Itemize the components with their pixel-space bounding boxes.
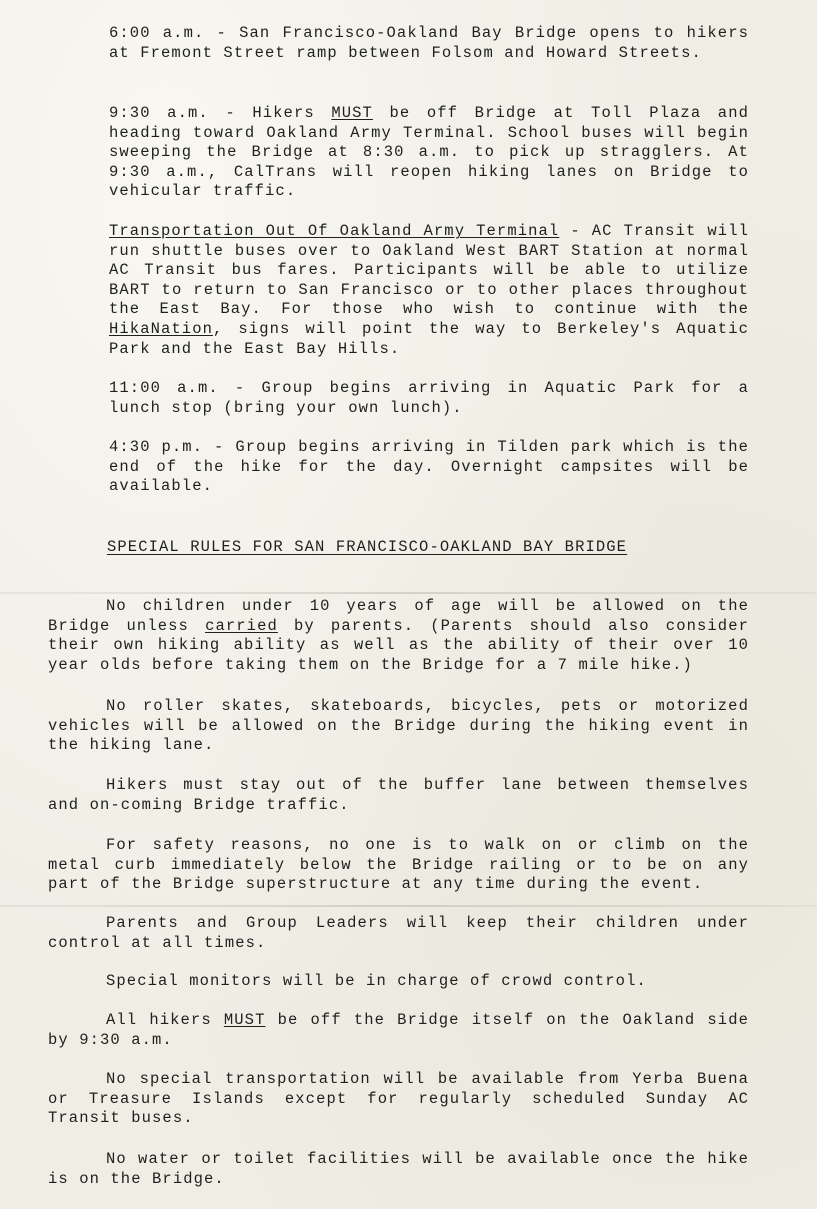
emphasis-underlined: HikaNation <box>109 319 214 338</box>
paper-fold-line <box>0 592 817 594</box>
rule-item: No roller skates, skateboards, bicycles, pets or motorized vehicles will be allowed on the Bridge during the hiking event in the hiking lane. <box>48 697 749 755</box>
rules-heading: SPECIAL RULES FOR SAN FRANCISCO-OAKLAND BAY BRIDGE <box>107 538 628 556</box>
section-title-underlined: Transportation Out Of Oakland Army Terminal <box>109 222 560 240</box>
rule-item: No children under 10 years of age will be allowed on the Bridge unless carried by parents. (Parents should also consider their own hiking ability as well as the ability of their over 10 year olds before taking them on the Bridge for a 7 mile hike.) <box>48 597 750 674</box>
schedule-time: 4:30 p.m. - <box>109 438 225 456</box>
schedule-time: 6:00 a.m. - <box>109 24 227 42</box>
schedule-entry: 11:00 a.m. - Group begins arriving in Aquatic Park for a lunch stop (bring your own lunch). <box>109 379 749 417</box>
schedule-entry: Transportation Out Of Oakland Army Terminal - AC Transit will run shuttle buses over to Oakland West BART Station at normal AC Transit bus fares. Participants will be able to utilize BART to return to San Francisco or to other places throughout the East Bay. For those who wish to continue with the HikaNation, signs will point the way to Berkeley's Aquatic Park and the East Bay Hills. <box>109 222 750 358</box>
emphasis-underlined: carried <box>205 616 278 635</box>
rule-item: Parents and Group Leaders will keep their children under control at all times. <box>48 914 749 952</box>
rule-item: Hikers must stay out of the buffer lane between themselves and on-coming Bridge traffic. <box>48 776 749 814</box>
rule-item: No water or toilet facilities will be available once the hike is on the Bridge. <box>48 1150 749 1188</box>
rule-item: No special transportation will be available from Yerba Buena or Treasure Islands except for regularly scheduled Sunday AC Transit buses. <box>48 1070 749 1128</box>
rule-item: For safety reasons, no one is to walk on or climb on the metal curb immediately below the Bridge railing or to be on any part of the Bridge superstructure at any time during the event. <box>48 836 749 894</box>
emphasis-underlined: MUST <box>223 1011 266 1029</box>
rule-item: Special monitors will be in charge of crowd control. <box>106 972 647 990</box>
schedule-time: 9:30 a.m. - <box>109 104 236 122</box>
schedule-entry: 4:30 p.m. - Group begins arriving in Tilden park which is the end of the hike for the day. Overnight campsites will be available. <box>109 438 749 496</box>
schedule-time: 11:00 a.m. - <box>109 379 246 397</box>
schedule-entry <box>109 24 749 63</box>
rule-item: All hikers MUST be off the Bridge itself on the Oakland side by 9:30 a.m. <box>48 1011 749 1049</box>
schedule-text: San Francisco-Oakland Bay Bridge opens to hikers at Fremont Street ramp between Folsom and Howard Streets. <box>109 24 749 62</box>
schedule-entry: 9:30 a.m. - Hikers MUST be off Bridge at Toll Plaza and heading toward Oakland Army Terminal. School buses will begin sweeping the Bridge at 8:30 a.m. to pick up stragglers. At 9:30 a.m., CalTrans will reopen hiking lanes on Bridge to vehicular traffic. <box>109 104 750 201</box>
paper-fold-line <box>0 905 817 907</box>
emphasis-underlined: MUST <box>331 104 373 122</box>
